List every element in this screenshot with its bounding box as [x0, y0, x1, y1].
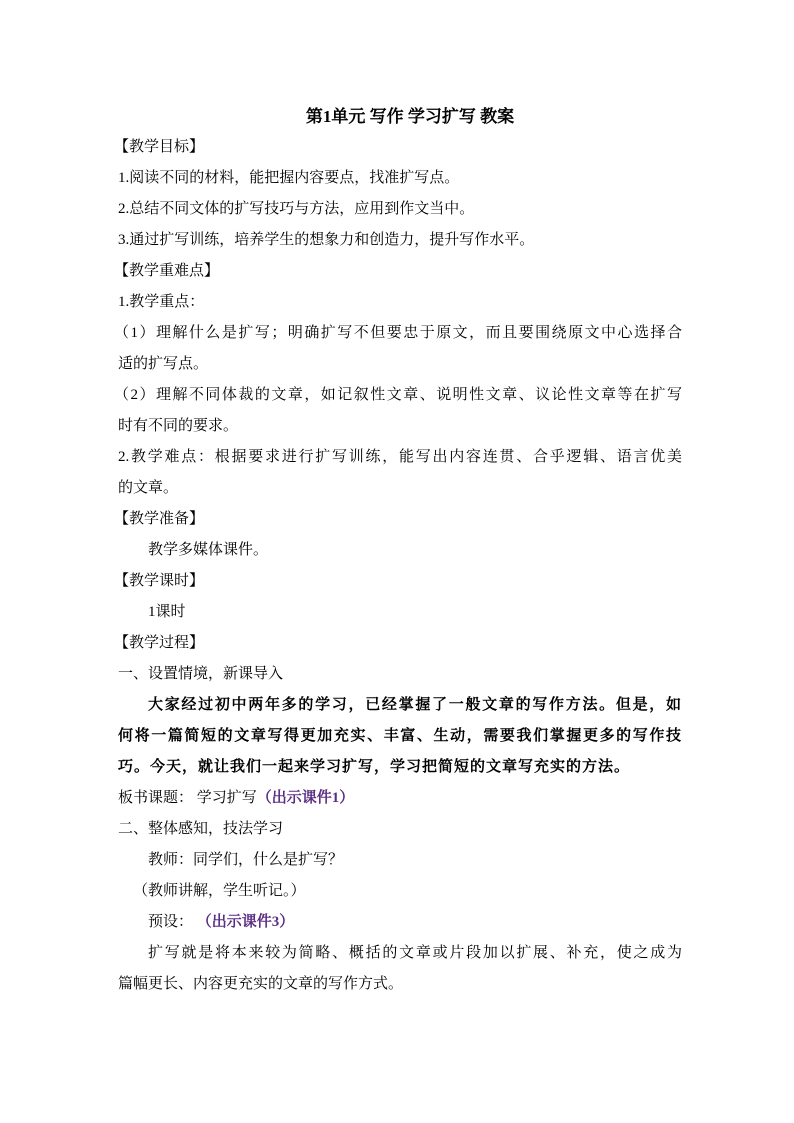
preset-line — [118, 907, 682, 938]
goal-item: 1.阅读不同的材料，能把握内容要点，找准扩写点。 — [118, 170, 460, 186]
page-title: 第1单元 写作 学习扩写 教案 — [305, 107, 515, 126]
section-heading-hours: 【教学课时】 — [114, 573, 205, 589]
process-section-2-title: 二、整体感知，技法学习 — [118, 821, 284, 837]
focus-item-2-cont: 时有不同的要求。 — [118, 418, 239, 434]
teaching-note: （教师讲解，学生听记。） — [133, 883, 306, 899]
document-page — [114, 102, 682, 1000]
definition-line: 扩写就是将本来较为简略、概括的文章或片段加以扩展、补充，使之成为 — [148, 945, 682, 961]
difficulty-cont: 的文章。 — [118, 480, 179, 496]
intro-paragraph-line: 何将一篇简短的文章写得更加充实、丰富、生动，需要我们掌握更多的写作技 — [118, 728, 682, 744]
hours-text: 1课时 — [148, 604, 186, 620]
section-heading-goals: 【教学目标】 — [114, 139, 205, 155]
goal-item: 2.总结不同文体的扩写技巧与方法，应用到作文当中。 — [118, 201, 475, 217]
focus-item-1: （1）理解什么是扩写；明确扩写不但要忠于原文，而且要围绕原文中心选择合 — [114, 325, 682, 341]
slide-reference: （出示课件1） — [256, 790, 355, 806]
preset-label: 预设： — [148, 914, 194, 930]
section-heading-keypoints: 【教学重难点】 — [114, 263, 220, 279]
focus-label: 1.教学重点： — [118, 294, 205, 310]
prep-text: 教学多媒体课件。 — [148, 542, 269, 558]
board-topic: 学习扩写 — [196, 790, 257, 806]
focus-item-2: （2）理解不同体裁的文章，如记叙性文章、说明性文章、议论性文章等在扩写 — [114, 387, 682, 403]
teacher-question: 教师：同学们，什么是扩写？ — [148, 852, 344, 868]
intro-paragraph-line: 大家经过初中两年多的学习，已经掌握了一般文章的写作方法。但是，如 — [148, 697, 682, 713]
board-topic-line — [118, 783, 682, 814]
section-heading-process: 【教学过程】 — [114, 635, 205, 651]
goal-item: 3.通过扩写训练，培养学生的想象力和创造力，提升写作水平。 — [118, 232, 535, 248]
definition-line: 篇幅更长、内容更充实的文章的写作方式。 — [118, 976, 404, 992]
focus-item-1-cont: 适的扩写点。 — [118, 356, 209, 372]
section-heading-prep: 【教学准备】 — [114, 511, 205, 527]
intro-paragraph-line: 巧。今天，就让我们一起来学习扩写，学习把简短的文章写充实的方法。 — [118, 759, 631, 775]
process-section-1-title: 一、设置情境，新课导入 — [118, 666, 284, 682]
slide-reference: （出示课件3） — [196, 914, 295, 930]
difficulty: 2.教学难点：根据要求进行扩写训练，能写出内容连贯、合乎逻辑、语言优美 — [118, 449, 682, 465]
board-label: 板书课题： — [118, 790, 194, 806]
